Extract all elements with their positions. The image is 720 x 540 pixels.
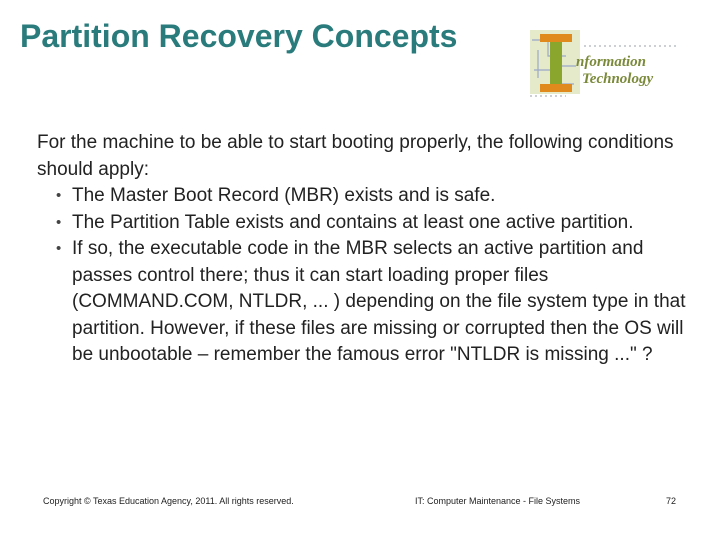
slide-body — [37, 130, 687, 369]
logo-word-technology: Technology — [582, 71, 654, 87]
footer-course: IT: Computer Maintenance - File Systems — [415, 496, 581, 506]
bullet-item — [37, 210, 687, 237]
footer-page-number: 72 — [666, 496, 677, 506]
bullet-item — [37, 183, 687, 210]
logo-i-bottom — [540, 84, 572, 92]
intro-text: For the machine to be able to start booting properly, the following conditions should apply: — [37, 132, 674, 180]
information-technology-logo — [526, 26, 686, 98]
bullet-list — [37, 183, 687, 369]
slide-title: Partition Recovery Concepts — [20, 18, 458, 54]
footer-copyright: Copyright © Texas Education Agency, 2011. All rights reserved. — [43, 496, 294, 506]
logo-i-top — [540, 34, 572, 42]
bullet-icon: • — [56, 213, 62, 231]
bullet-item — [37, 236, 687, 369]
bullet-text: If so, the executable code in the MBR selects an active partition and passes control there; thus it can start loading proper files (COMMAND.COM, NTLDR, ... ) depending on the file system type in that partition. However, if these files are missing or corrupted then the OS will be unbootable – remember the famous error "NTLDR is missing ..." ? — [72, 238, 686, 365]
bullet-text: The Master Boot Record (MBR) exists and is safe. — [72, 185, 496, 206]
bullet-text: The Partition Table exists and contains at least one active partition. — [72, 211, 634, 233]
bullet-icon: • — [56, 240, 62, 257]
logo-graphic — [526, 26, 686, 98]
logo-i-stem — [550, 42, 562, 86]
logo-word-information: nformation — [576, 54, 647, 70]
bullet-icon: • — [56, 187, 62, 204]
